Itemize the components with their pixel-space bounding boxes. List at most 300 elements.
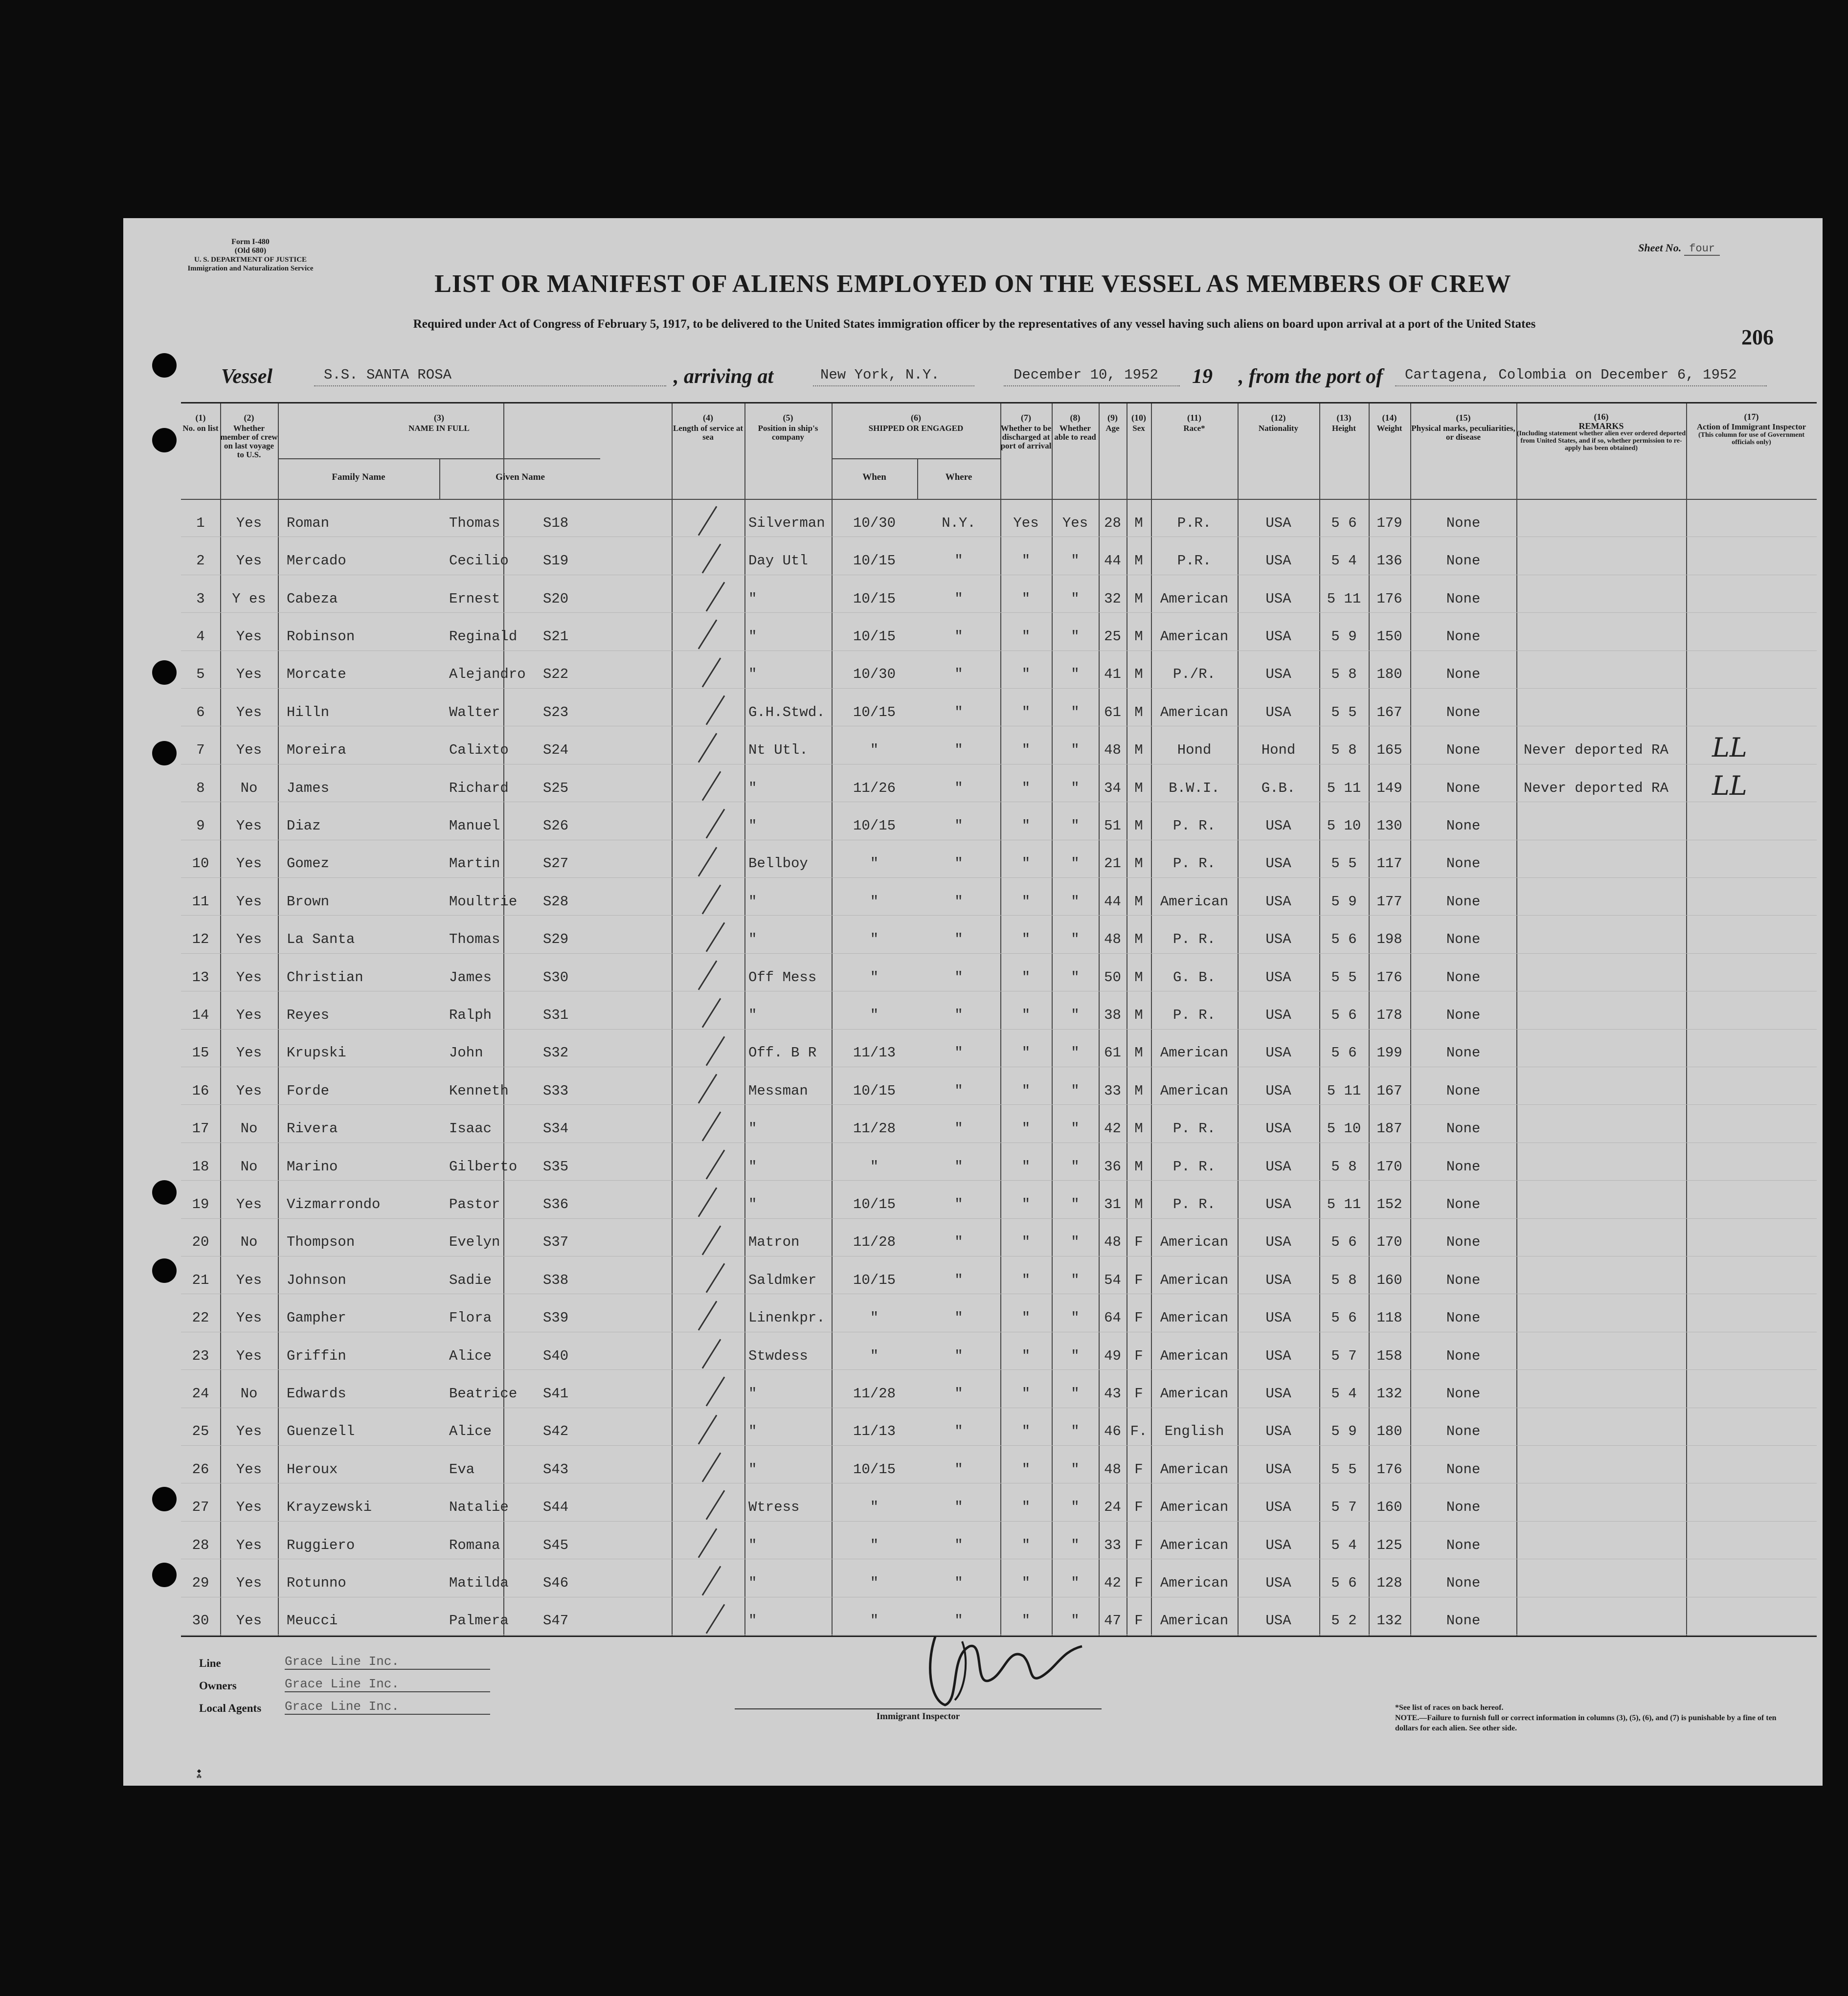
crew-code: S33 [543, 1082, 569, 1099]
shipped-when: " [870, 1347, 879, 1364]
physical-marks: None [1446, 855, 1481, 872]
able-to-read: " [1071, 1347, 1080, 1364]
line-label: Line [199, 1657, 221, 1669]
shipped-where: " [954, 1423, 963, 1440]
sex: M [1134, 969, 1143, 986]
previous-voyage: Yes [236, 1196, 262, 1212]
discharged: " [1021, 553, 1031, 569]
shipped-when: " [870, 1007, 879, 1023]
crew-code: S25 [543, 780, 569, 796]
height: 5 7 [1331, 1347, 1357, 1364]
row-number: 10 [192, 855, 209, 872]
physical-marks: None [1446, 1007, 1481, 1023]
row-number: 3 [196, 590, 205, 607]
previous-voyage: Yes [236, 1272, 262, 1288]
previous-voyage: Yes [236, 817, 262, 834]
service-tick-mark [706, 1149, 725, 1179]
service-tick-mark [706, 1263, 725, 1293]
family-name: Mercado [287, 553, 346, 569]
service: Immigration and Naturalization Service [187, 265, 314, 272]
height: 5 11 [1327, 1082, 1361, 1099]
physical-marks: None [1446, 1272, 1481, 1288]
previous-voyage: Yes [236, 704, 262, 720]
sex: F [1134, 1499, 1143, 1516]
crew-code: S29 [543, 931, 569, 948]
shipped-when: 11/28 [853, 1121, 896, 1137]
crew-code: S32 [543, 1045, 569, 1061]
nationality: USA [1265, 1385, 1291, 1402]
height: 5 8 [1331, 666, 1357, 683]
position: " [748, 1121, 757, 1137]
discharged: " [1021, 1158, 1031, 1175]
able-to-read: " [1071, 704, 1080, 720]
weight: 128 [1376, 1574, 1402, 1591]
weight: 149 [1376, 780, 1402, 796]
given-name: James [449, 969, 492, 986]
row-number: 18 [192, 1158, 209, 1175]
shipped-where: " [954, 931, 963, 948]
discharged: " [1021, 1121, 1031, 1137]
row-number: 23 [192, 1347, 209, 1364]
height: 5 4 [1331, 1537, 1357, 1553]
shipped-when: 11/13 [853, 1423, 896, 1440]
remarks: Never deported RA [1524, 742, 1668, 759]
previous-voyage: No [240, 1121, 258, 1137]
given-name: Flora [449, 1310, 492, 1326]
family-name: James [287, 780, 330, 796]
able-to-read: " [1071, 1537, 1080, 1553]
shipped-when: 10/15 [853, 1461, 896, 1478]
height: 5 4 [1331, 1385, 1357, 1402]
row-number: 20 [192, 1234, 209, 1251]
crew-code: S40 [543, 1347, 569, 1364]
position: " [748, 1196, 757, 1212]
shipped-when: " [870, 1158, 879, 1175]
able-to-read: " [1071, 553, 1080, 569]
shipped-when: 10/30 [853, 666, 896, 683]
discharged: " [1021, 704, 1031, 720]
family-name: Guenzell [287, 1423, 355, 1440]
age: 47 [1104, 1613, 1121, 1629]
service-tick-mark [702, 657, 721, 687]
crew-code: S41 [543, 1385, 569, 1402]
given-name: Gilberto [449, 1158, 518, 1175]
family-name: Roman [287, 515, 330, 531]
family-name: Reyes [287, 1007, 330, 1023]
position: Silverman [748, 515, 825, 531]
family-name: Krupski [287, 1045, 346, 1061]
crew-code: S34 [543, 1121, 569, 1137]
shipped-where: " [954, 1007, 963, 1023]
previous-voyage: Yes [236, 666, 262, 683]
position: Stwdess [748, 1347, 808, 1364]
shipped-when: 11/26 [853, 780, 896, 796]
row-number: 6 [196, 704, 205, 720]
shipped-where: " [954, 590, 963, 607]
height: 5 8 [1331, 1158, 1357, 1175]
crew-code: S45 [543, 1537, 569, 1553]
weight: 125 [1376, 1537, 1402, 1553]
nationality: USA [1265, 931, 1291, 948]
able-to-read: " [1071, 1574, 1080, 1591]
race: American [1160, 1045, 1229, 1061]
discharged: " [1021, 1310, 1031, 1326]
service-tick-mark [706, 1377, 725, 1407]
service-tick-mark [698, 847, 718, 876]
sex: M [1134, 666, 1143, 683]
discharged: " [1021, 855, 1031, 872]
able-to-read: " [1071, 1196, 1080, 1212]
page-stamp: 206 [1741, 325, 1774, 349]
shipped-where: " [954, 969, 963, 986]
nationality: USA [1265, 1121, 1291, 1137]
race: P. R. [1172, 1007, 1216, 1023]
row-number: 4 [196, 628, 205, 645]
weight: 117 [1376, 855, 1402, 872]
shipped-when: " [870, 1537, 879, 1553]
previous-voyage: No [240, 1234, 258, 1251]
race: American [1160, 628, 1229, 645]
shipped-where: " [954, 1234, 963, 1251]
sex: F [1134, 1574, 1143, 1591]
weight: 176 [1376, 590, 1402, 607]
discharged: " [1021, 1272, 1031, 1288]
nationality: USA [1265, 1196, 1291, 1212]
given-name: Evelyn [449, 1234, 500, 1251]
shipped-when: 11/28 [853, 1385, 896, 1402]
family-name: Morcate [287, 666, 346, 683]
previous-voyage: Yes [236, 1499, 262, 1516]
nationality: USA [1265, 704, 1291, 720]
given-name: Reginald [449, 628, 518, 645]
height: 5 6 [1331, 1234, 1357, 1251]
crew-code: S42 [543, 1423, 569, 1440]
family-name: Gampher [287, 1310, 346, 1326]
shipped-where: " [954, 1082, 963, 1099]
crew-code: S37 [543, 1234, 569, 1251]
position: " [748, 590, 757, 607]
physical-marks: None [1446, 1121, 1481, 1137]
shipped-where: " [954, 893, 963, 910]
service-tick-mark [706, 695, 725, 725]
age: 32 [1104, 590, 1121, 607]
header-length-service: (4) Length of service at sea [673, 413, 744, 442]
weight: 136 [1376, 553, 1402, 569]
given-name: Richard [449, 780, 509, 796]
binder-hole [152, 1563, 177, 1587]
weight: 180 [1376, 666, 1402, 683]
previous-voyage: Yes [236, 855, 262, 872]
able-to-read: " [1071, 628, 1080, 645]
family-name: Johnson [287, 1272, 346, 1288]
binder-hole [152, 428, 177, 452]
weight: 160 [1376, 1499, 1402, 1516]
shipped-when: 10/15 [853, 704, 896, 720]
physical-marks: None [1446, 742, 1481, 759]
race: Hond [1177, 742, 1212, 759]
age: 21 [1104, 855, 1121, 872]
age: 48 [1104, 1234, 1121, 1251]
shipped-where: " [954, 780, 963, 796]
discharged: " [1021, 1082, 1031, 1099]
height: 5 6 [1331, 1045, 1357, 1061]
race: American [1160, 590, 1229, 607]
weight: 170 [1376, 1234, 1402, 1251]
age: 46 [1104, 1423, 1121, 1440]
nationality: USA [1265, 1158, 1291, 1175]
height: 5 5 [1331, 704, 1357, 720]
service-tick-mark [698, 1188, 718, 1217]
position: " [748, 1537, 757, 1553]
shipped-when: " [870, 855, 879, 872]
physical-marks: None [1446, 1045, 1481, 1061]
height: 5 8 [1331, 742, 1357, 759]
crew-code: S24 [543, 742, 569, 759]
shipped-when: 11/13 [853, 1045, 896, 1061]
race: P./R. [1172, 666, 1216, 683]
race: P. R. [1172, 855, 1216, 872]
height: 5 6 [1331, 1310, 1357, 1326]
header-remarks: (16) REMARKS (Including statement whether alien ever ordered deported from United States, and if so, whether permission to re-apply has been obtained) [1516, 412, 1686, 452]
physical-marks: None [1446, 553, 1481, 569]
nationality: USA [1265, 553, 1291, 569]
weight: 130 [1376, 817, 1402, 834]
position: Matron [748, 1234, 800, 1251]
service-tick-mark [702, 771, 721, 801]
physical-marks: None [1446, 1234, 1481, 1251]
previous-voyage: No [240, 780, 258, 796]
sex: F [1134, 1272, 1143, 1288]
race: American [1160, 1499, 1229, 1516]
sex: M [1134, 742, 1143, 759]
nationality: USA [1265, 1499, 1291, 1516]
previous-voyage: Yes [236, 1310, 262, 1326]
given-name: Matilda [449, 1574, 509, 1591]
shipped-when: 10/15 [853, 1272, 896, 1288]
shipped-when: " [870, 931, 879, 948]
weight: 170 [1376, 1158, 1402, 1175]
crew-code: S21 [543, 628, 569, 645]
previous-voyage: Yes [236, 1347, 262, 1364]
nationality: USA [1265, 515, 1291, 531]
row-number: 2 [196, 553, 205, 569]
row-number: 21 [192, 1272, 209, 1288]
sheet-number-value: four [1684, 243, 1720, 256]
family-name: Ruggiero [287, 1537, 355, 1553]
arriving-port: New York, N.Y. [820, 367, 940, 383]
given-name: Romana [449, 1537, 500, 1553]
race: American [1160, 1272, 1229, 1288]
sex: M [1134, 553, 1143, 569]
height: 5 6 [1331, 1574, 1357, 1591]
header-when: When [862, 472, 886, 482]
shipped-where: " [954, 666, 963, 683]
shipped-when: 10/15 [853, 1082, 896, 1099]
crew-code: S26 [543, 817, 569, 834]
given-name: Sadie [449, 1272, 492, 1288]
shipped-when: " [870, 893, 879, 910]
family-name: Hilln [287, 704, 330, 720]
height: 5 10 [1327, 817, 1361, 834]
sex: M [1134, 893, 1143, 910]
weight: 152 [1376, 1196, 1402, 1212]
service-tick-mark [706, 922, 725, 952]
header-read: (8) Whether able to read [1054, 413, 1096, 442]
sex: M [1134, 855, 1143, 872]
discharged: " [1021, 1347, 1031, 1364]
race: P. R. [1172, 817, 1216, 834]
able-to-read: " [1071, 780, 1080, 796]
nationality: USA [1265, 1461, 1291, 1478]
footnotes [1395, 1703, 1786, 1733]
height: 5 6 [1331, 1007, 1357, 1023]
weight: 177 [1376, 893, 1402, 910]
crew-code: S30 [543, 969, 569, 986]
line-value: Grace Line Inc. [285, 1654, 490, 1670]
race: American [1160, 1385, 1229, 1402]
vessel-label: Vessel [221, 365, 272, 388]
age: 50 [1104, 969, 1121, 986]
sex: F [1134, 1537, 1143, 1553]
physical-marks: None [1446, 817, 1481, 834]
immigrant-inspector-label: Immigrant Inspector [735, 1708, 1102, 1722]
crew-code: S44 [543, 1499, 569, 1516]
height: 5 9 [1331, 1423, 1357, 1440]
service-tick-mark [702, 1566, 721, 1596]
age: 42 [1104, 1574, 1121, 1591]
position: Saldmker [748, 1272, 817, 1288]
previous-voyage: No [240, 1385, 258, 1402]
age: 24 [1104, 1499, 1121, 1516]
able-to-read: " [1071, 1613, 1080, 1629]
row-number: 15 [192, 1045, 209, 1061]
family-name: Diaz [287, 817, 321, 834]
race: B.W.I. [1169, 780, 1220, 796]
able-to-read: " [1071, 1310, 1080, 1326]
binder-hole [152, 1180, 177, 1205]
previous-voyage: Yes [236, 553, 262, 569]
shipped-where: " [954, 1499, 963, 1516]
arrival-date: December 10, 1952 [1014, 367, 1158, 383]
race: P. R. [1172, 1158, 1216, 1175]
weight: 176 [1376, 969, 1402, 986]
sheet-number-label: Sheet No. [1638, 242, 1682, 254]
service-tick-mark [706, 582, 725, 611]
race: American [1160, 893, 1229, 910]
service-tick-mark [702, 1112, 721, 1142]
previous-voyage: Yes [236, 515, 262, 531]
service-tick-mark [706, 1604, 725, 1634]
shipped-where: " [954, 1045, 963, 1061]
header-inspector-action: (17) Action of Immigrant Inspector (This column for use of Government officials only) [1696, 412, 1806, 446]
header-age: (9) Age [1105, 413, 1120, 433]
height: 5 11 [1327, 590, 1361, 607]
physical-marks: None [1446, 1461, 1481, 1478]
physical-marks: None [1446, 1574, 1481, 1591]
age: 48 [1104, 931, 1121, 948]
sex: M [1134, 1196, 1143, 1212]
weight: 179 [1376, 515, 1402, 531]
age: 41 [1104, 666, 1121, 683]
age: 28 [1104, 515, 1121, 531]
nationality: USA [1265, 1574, 1291, 1591]
previous-voyage: Yes [236, 931, 262, 948]
remarks: Never deported RA [1524, 780, 1668, 796]
race: American [1160, 1537, 1229, 1553]
row-number: 12 [192, 931, 209, 948]
weight: 199 [1376, 1045, 1402, 1061]
position: " [748, 1423, 757, 1440]
crew-code: S35 [543, 1158, 569, 1175]
physical-marks: None [1446, 1423, 1481, 1440]
given-name: Kenneth [449, 1082, 509, 1099]
row-number: 25 [192, 1423, 209, 1440]
shipped-where: " [954, 1537, 963, 1553]
header-shipped: (6) SHIPPED OR ENGAGED [868, 413, 964, 433]
race: American [1160, 1461, 1229, 1478]
able-to-read: " [1071, 1461, 1080, 1478]
row-number: 13 [192, 969, 209, 986]
height: 5 7 [1331, 1499, 1357, 1516]
age: 34 [1104, 780, 1121, 796]
nationality: USA [1265, 1234, 1291, 1251]
previous-voyage: Yes [236, 742, 262, 759]
service-tick-mark [698, 733, 718, 763]
discharged: " [1021, 931, 1031, 948]
nationality: USA [1265, 1423, 1291, 1440]
crew-code: S38 [543, 1272, 569, 1288]
physical-marks: None [1446, 1196, 1481, 1212]
nationality: USA [1265, 969, 1291, 986]
physical-marks: None [1446, 931, 1481, 948]
arriving-label: , arriving at [674, 365, 774, 388]
sex: M [1134, 590, 1143, 607]
owners-label: Owners [199, 1680, 237, 1692]
shipped-where: " [954, 704, 963, 720]
age: 31 [1104, 1196, 1121, 1212]
row-number: 9 [196, 817, 205, 834]
given-name: Manuel [449, 817, 500, 834]
family-name: Cabeza [287, 590, 338, 607]
discharged: " [1021, 666, 1031, 683]
discharged: " [1021, 893, 1031, 910]
nationality: Hond [1261, 742, 1296, 759]
nationality: USA [1265, 666, 1291, 683]
shipped-when: " [870, 969, 879, 986]
able-to-read: " [1071, 1385, 1080, 1402]
nationality: USA [1265, 1082, 1291, 1099]
sex: F [1134, 1310, 1143, 1326]
age: 33 [1104, 1537, 1121, 1553]
previous-voyage: Yes [236, 1537, 262, 1553]
service-tick-mark [698, 1528, 718, 1558]
header-physical-marks: (15) Physical marks, peculiarities, or disease [1411, 413, 1515, 442]
position: Linenkpr. [748, 1310, 825, 1326]
family-name: La Santa [287, 931, 355, 948]
given-name: Alice [449, 1347, 492, 1364]
given-name: Martin [449, 855, 500, 872]
able-to-read: " [1071, 1007, 1080, 1023]
previous-voyage: Yes [236, 1613, 262, 1629]
shipped-where: " [954, 1196, 963, 1212]
form-number: Form I-480 [231, 238, 270, 246]
race: P. R. [1172, 1196, 1216, 1212]
race: P. R. [1172, 1121, 1216, 1137]
sex: M [1134, 817, 1143, 834]
position: " [748, 1007, 757, 1023]
header-given-name: Given Name [496, 472, 545, 482]
given-name: Eva [449, 1461, 475, 1478]
